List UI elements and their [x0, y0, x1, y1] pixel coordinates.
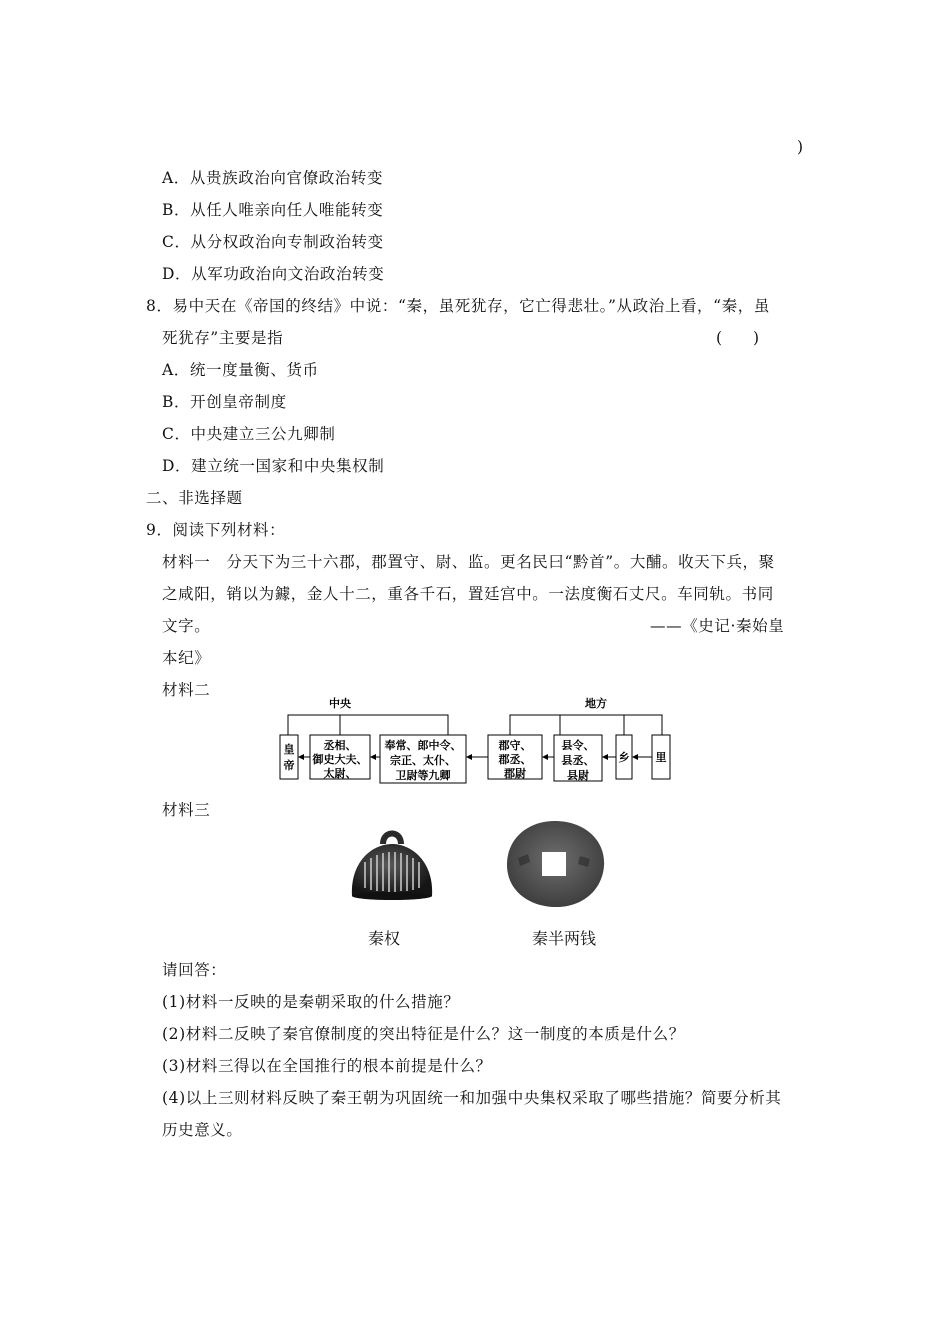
section-heading: 二、非选择题: [146, 489, 243, 507]
sub-question-3: (3)材料三得以在全国推行的根本前提是什么？: [162, 1057, 492, 1075]
answer-prompt: 请回答：: [162, 961, 227, 979]
sub-question-2: (2)材料二反映了秦官僚制度的突出特征是什么？这一制度的本质是什么？: [162, 1025, 685, 1043]
arrow-head: [542, 754, 548, 760]
central-label: 中央: [329, 697, 351, 710]
sub-question-1: (1)材料一反映的是秦朝采取的什么措施？: [162, 993, 460, 1011]
q8-option-a: A．统一度量衡、货币: [162, 361, 319, 379]
q8-option-c: C．中央建立三公九卿制: [162, 425, 336, 443]
q8-stem-line1: 8．易中天在《帝国的终结》中说：“秦，虽死犹存，它亡得悲壮。”从政治上看，“秦，虽: [146, 297, 770, 315]
jun-text-3: 郡尉: [504, 767, 526, 780]
jiuqing-text-2: 宗正、太仆、: [390, 754, 456, 767]
q7-option-a: A．从贵族政治向官僚政治转变: [162, 169, 384, 187]
qin-coin-caption: 秦半两钱: [532, 929, 597, 948]
local-label: 地方: [585, 697, 607, 710]
q7-option-d: D．从军功政治向文治政治转变: [162, 265, 385, 283]
question-7-answer-bracket: ): [797, 138, 804, 156]
material3-label: 材料三: [162, 801, 211, 819]
sangong-text-1: 丞相、: [323, 739, 357, 752]
q7-option-b: B．从任人唯亲向任人唯能转变: [162, 201, 384, 219]
q8-answer-bracket: ( ): [716, 329, 760, 347]
li-text: 里: [655, 751, 667, 764]
emperor-text-2: 帝: [283, 759, 295, 772]
arrow-head: [370, 754, 376, 760]
material1-line3: 文字。: [162, 617, 211, 635]
q8-option-b: B．开创皇帝制度: [162, 393, 287, 411]
jun-text-1: 郡守、: [498, 739, 532, 752]
xiang-text: 乡: [618, 751, 630, 764]
material1-line2: 之咸阳，销以为鐻，金人十二，重各千石，置廷宫中。一法度衡石丈尺。车同轨。书同: [162, 585, 774, 603]
q9-title: 9．阅读下列材料：: [146, 521, 286, 539]
sub-question-4-line2: 历史意义。: [162, 1121, 243, 1139]
jiuqing-text-3: 卫尉等九卿: [395, 769, 451, 782]
emperor-text-1: 皇: [283, 743, 295, 756]
material2-label: 材料二: [162, 681, 211, 699]
q8-option-d: D．建立统一国家和中央集权制: [162, 457, 385, 475]
jun-text-2: 郡丞、: [498, 753, 532, 766]
arrow-head: [466, 754, 472, 760]
sangong-text-2: 御史大夫、: [312, 753, 368, 766]
sub-question-4-line1: (4)以上三则材料反映了秦王朝为巩固统一和加强中央集权采取了哪些措施？简要分析其: [162, 1089, 782, 1107]
xian-text-3: 县尉: [567, 769, 589, 782]
arrow-head: [298, 754, 304, 760]
arrow-head: [602, 754, 608, 760]
q7-option-c: C．从分权政治向专制政治转变: [162, 233, 384, 251]
xian-text-2: 县丞、: [561, 754, 595, 767]
qin-weight-caption: 秦权: [368, 929, 401, 948]
material1-source-end: 本纪》: [162, 649, 211, 667]
jiuqing-text-1: 奉常、郎中令、: [384, 739, 462, 752]
arrow-head: [632, 754, 638, 760]
qin-bureaucracy-diagram: [278, 693, 678, 789]
material1-source: ——《史记·秦始皇: [650, 617, 785, 635]
q8-stem-line2: 死犹存”主要是指: [162, 329, 284, 347]
material1-line1: 材料一 分天下为三十六郡，郡置守、尉、监。更名民曰“黔首”。大酺。收天下兵，聚: [162, 553, 775, 571]
qin-coin-image: [502, 818, 608, 910]
sangong-text-3: 太尉、: [323, 767, 357, 780]
qin-weight-image: [342, 822, 442, 902]
xian-text-1: 县令、: [561, 739, 595, 752]
emperor-box: [280, 735, 298, 779]
